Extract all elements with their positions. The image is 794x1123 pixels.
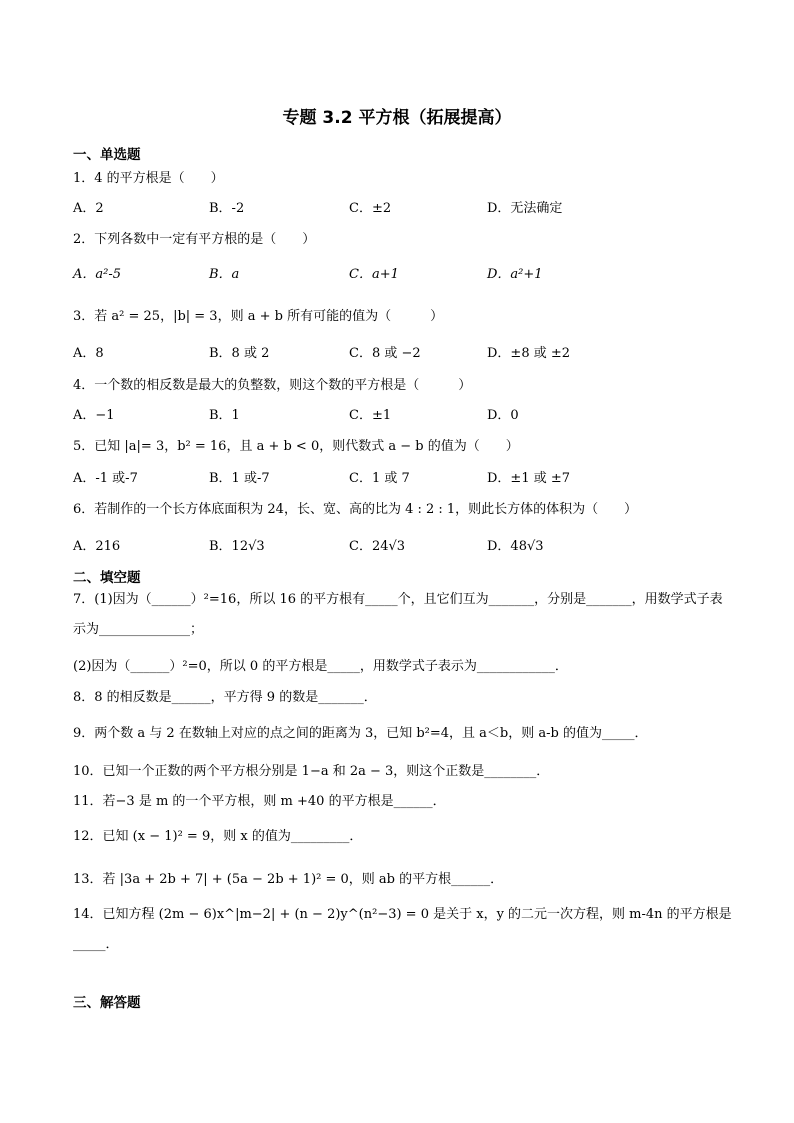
option-a: A．216 xyxy=(73,539,121,554)
option-d: D．无法确定 xyxy=(487,201,563,216)
option-c: C．24√3 xyxy=(349,539,406,554)
option-c: C．a+1 xyxy=(349,267,399,282)
option-d: D．±8 或 ±2 xyxy=(487,346,571,361)
section-heading-fill-in: 二、填空题 xyxy=(73,570,141,586)
question-9: 9．两个数 a 与 2 在数轴上对应的点之间的距离为 3，已知 b²=4，且 a＜b，则 a-b 的值为_____． xyxy=(73,726,648,741)
question-3: 3．若 a² = 25，|b| = 3，则 a + b 所有可能的值为（ ） xyxy=(73,309,444,324)
option-d: D．0 xyxy=(487,408,519,423)
option-b: B．-2 xyxy=(209,201,245,216)
option-d: D．48√3 xyxy=(487,539,544,554)
option-b: B．8 或 2 xyxy=(209,346,270,361)
question-14: 14．已知方程 (2m − 6)x^|m−2| + (n − 2)y^(n²−3) = 0 是关于 x，y 的二元一次方程，则 m-4n 的平方根是_____． xyxy=(73,907,732,952)
question-13: 13．若 |3a + 2b + 7| + (5a − 2b + 1)² = 0，则 ab 的平方根______． xyxy=(73,872,504,887)
page-title: 专题 3.2 平方根（拓展提高） xyxy=(282,108,512,128)
option-c: C．±2 xyxy=(349,201,392,216)
question-8: 8．8 的相反数是______，平方得 9 的数是_______． xyxy=(73,690,377,705)
option-a: A．-1 或-7 xyxy=(73,471,138,486)
option-d: D．a²+1 xyxy=(487,267,543,282)
option-a: A．8 xyxy=(73,346,104,361)
option-c: C．±1 xyxy=(349,408,392,423)
question-6: 6．若制作的一个长方体底面积为 24，长、宽、高的比为 4 : 2 : 1，则此长方体的体积为（ ） xyxy=(73,502,638,517)
question-11: 11．若−3 是 m 的一个平方根，则 m +40 的平方根是______． xyxy=(73,794,446,809)
section-heading-single-choice: 一、单选题 xyxy=(73,147,141,163)
question-1: 1．4 的平方根是（ ） xyxy=(73,171,224,186)
question-7-part-1: 7．(1)因为（______）²=16，所以 16 的平方根有_____个，且它们互为_______，分别是_______，用数学式子表示为______________； xyxy=(73,592,723,637)
option-b: B．12√3 xyxy=(209,539,265,554)
option-b: B．1 xyxy=(209,408,240,423)
question-12: 12．已知 (x − 1)² = 9，则 x 的值为_________． xyxy=(73,829,363,844)
option-a: A．a²-5 xyxy=(73,267,122,282)
question-10: 10．已知一个正数的两个平方根分别是 1−a 和 2a − 3，则这个正数是________． xyxy=(73,764,550,779)
option-b: B．a xyxy=(209,267,240,282)
section-heading-answer: 三、解答题 xyxy=(73,995,141,1011)
question-4: 4．一个数的相反数是最大的负整数，则这个数的平方根是（ ） xyxy=(73,378,472,393)
option-d: D．±1 或 ±7 xyxy=(487,471,571,486)
question-5: 5．已知 |a|= 3，b² = 16，且 a + b < 0，则代数式 a − b 的值为（ ） xyxy=(73,439,519,454)
option-a: A．−1 xyxy=(73,408,115,423)
question-7-part-2: (2)因为（______）²=0，所以 0 的平方根是_____，用数学式子表示为____________． xyxy=(73,659,568,674)
question-2: 2．下列各数中一定有平方根的是（ ） xyxy=(73,232,316,247)
option-c: C．8 或 −2 xyxy=(349,346,421,361)
option-c: C．1 或 7 xyxy=(349,471,410,486)
option-b: B．1 或-7 xyxy=(209,471,270,486)
option-a: A．2 xyxy=(73,201,104,216)
